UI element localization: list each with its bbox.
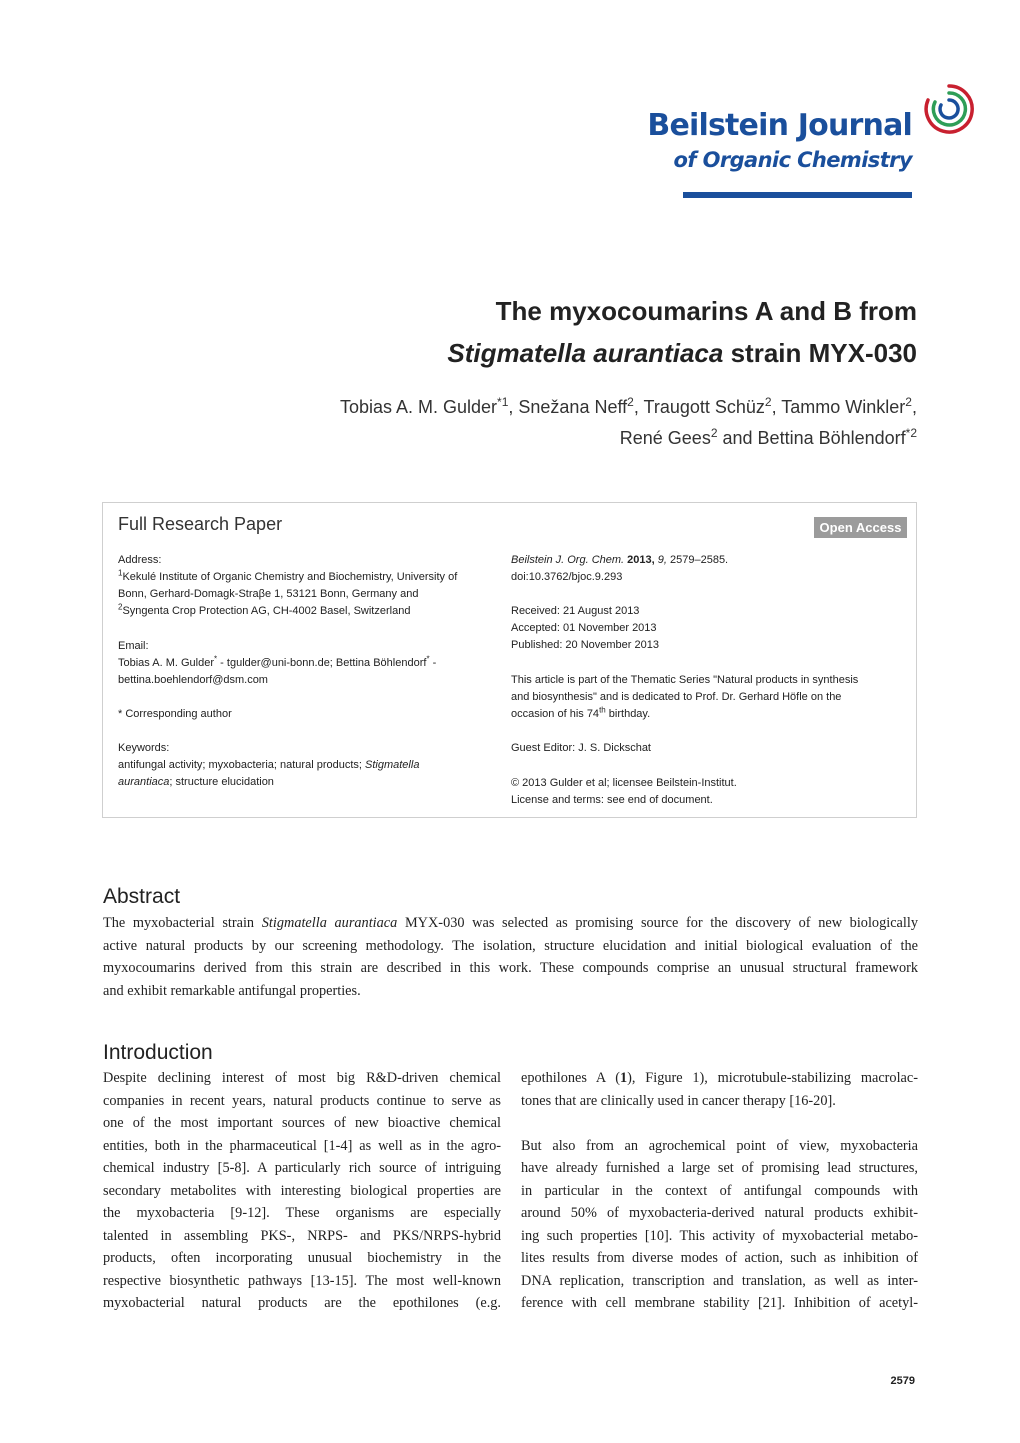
- introduction-left-column: Despite declining interest of most big R&D-driven chemical companies in recent years, natural products continue to serve as one of the most important sources of new bioactive chemical entities, both in the pharmaceutical [1-4] as well as in the agro- chemical industry [5-8]. A particularly rich source of intriguing secondary metabolites with interesting biological properties are the myxobacteria [9-12]. These organisms are especially talented in assembling PKS-, NRPS- and PKS/NRPS-hybrid products, often incorporating unusual biochemistry in the respective biosynthetic pathways [13-15]. The most well-known myxobacterial natural products are the epothilones (e.g.: [103, 1070, 501, 1311]
- strain-name: strain MYX-030: [723, 338, 917, 368]
- author-list-line2: [100, 418, 917, 453]
- author-winkler[interactable]: , Tammo Winkler: [771, 397, 906, 417]
- address-label: Address:: [118, 554, 162, 566]
- author-affiliation: 2: [905, 395, 912, 409]
- keywords-line1: antifungal activity; myxobacteria; natural products; Stigmatella: [118, 759, 420, 771]
- author-gees[interactable]: René Gees: [619, 428, 711, 448]
- thematic-series-note: This article is part of the Thematic Series "Natural products in synthesis and biosynthesis" and is dedicated to Prof. Dr. Gerhard Höfle on the occasion of his 74th birthday.: [511, 674, 859, 720]
- author-affiliation: *1: [497, 395, 509, 409]
- email-block: [118, 638, 498, 689]
- affiliation-1: $^1$Kekulé Institute of Organic Chemistry and Biochemistry, University of: [118, 568, 458, 583]
- author-affiliation: 2: [627, 395, 634, 409]
- email-label: Email:: [118, 640, 149, 652]
- published-date: Published: 20 November 2013: [511, 639, 659, 651]
- author-neff[interactable]: , Snežana Neff: [508, 397, 628, 417]
- email-link-gulder[interactable]: - tgulder@uni-bonn.de; Bettina Böhlendorf: [217, 657, 427, 669]
- keywords-label: Keywords:: [118, 742, 170, 754]
- accepted-date: Accepted: 01 November 2013: [511, 622, 657, 634]
- license-link[interactable]: License and terms: see end of document.: [511, 794, 713, 806]
- copyright: © 2013 Gulder et al; licensee Beilstein-Institut.: [511, 777, 737, 789]
- journal-subtitle: of Organic Chemistry: [673, 148, 912, 172]
- author-boehlendorf[interactable]: and Bettina Böhlendorf: [717, 428, 906, 448]
- corresponding-author-note: * Corresponding author: [118, 708, 232, 720]
- citation: Beilstein J. Org. Chem. 2013, 9, 2579–2585.: [511, 554, 729, 566]
- affiliation-2: $^2$Syngenta Crop Protection AG, CH-4002 Basel, Switzerland: [118, 602, 411, 617]
- page-number: 2579: [890, 1375, 915, 1387]
- keywords-line2: aurantiaca; structure elucidation: [118, 776, 274, 788]
- copyright-block: [511, 775, 911, 809]
- article-title-line2: [100, 338, 917, 369]
- author-affiliation: *2: [905, 426, 917, 440]
- article-type: Full Research Paper: [118, 514, 283, 534]
- guest-editor: Guest Editor: J. S. Dickschat: [511, 742, 651, 754]
- email-line: Tobias A. M. Gulder* - tgulder@uni-bonn.de; Bettina Böhlendorf* -: [118, 654, 437, 669]
- citation-block: [511, 552, 911, 586]
- email-link-boehlendorf[interactable]: bettina.boehlendorf@dsm.com: [118, 674, 268, 686]
- author-separator: ,: [911, 397, 917, 417]
- species-name: Stigmatella aurantiaca: [447, 338, 724, 368]
- dates-block: [511, 603, 911, 654]
- address-block: [118, 552, 498, 620]
- introduction-right-column: epothilones A (1), Figure 1), microtubule-stabilizing macrolac- tones that are clinically used in cancer therapy [16-20]. But also from an agrochemical point of view, myxobacteria have already furnished a large set of promising lead structures, in particular in the context of antifungal compounds with around 50% of myxobacteria-derived natural products exhibit- ing such properties [10]. This activity of myxobacterial metabo- lites results from diverse modes of action, such as inhibition of DNA replication, transcription and translation, as well as inter- ference with cell membrane stability [21]. Inhibition of acetyl-: [521, 1070, 918, 1311]
- doi-link[interactable]: doi:10.3762/bjoc.9.293: [511, 571, 623, 583]
- received-date: Received: 21 August 2013: [511, 605, 640, 617]
- author-affiliation: 2: [710, 426, 718, 440]
- journal-logo-icon: [922, 82, 976, 136]
- abstract-text: The myxobacterial strain Stigmatella aurantiaca MYX-030 was selected as promising source for the discovery of new biologically active natural products by our screening methodology. The isolation, structure elucidation and initial biological evaluation of the myxocoumarins derived from this strain are described in this work. These compounds comprise an unusual structural framework and exhibit remarkable antifungal properties.: [103, 915, 918, 999]
- introduction-heading: Introduction: [103, 1041, 213, 1064]
- author-gulder[interactable]: Tobias A. M. Gulder: [339, 397, 498, 417]
- author-schuez[interactable]: , Traugott Schüz: [633, 397, 765, 417]
- author-affiliation: 2: [764, 395, 772, 409]
- journal-rule: [683, 192, 912, 198]
- journal-name: Beilstein Journal: [647, 108, 912, 143]
- keywords-block: [118, 740, 498, 791]
- author-list-line1: [100, 387, 917, 422]
- abstract-heading: Abstract: [103, 885, 181, 908]
- open-access-badge: Open Access: [814, 517, 907, 538]
- article-title-line1: The myxocoumarins A and B from: [495, 296, 917, 326]
- affiliation-1-cont: Bonn, Gerhard-Domagk-Straβe 1, 53121 Bonn, Germany and: [118, 588, 419, 600]
